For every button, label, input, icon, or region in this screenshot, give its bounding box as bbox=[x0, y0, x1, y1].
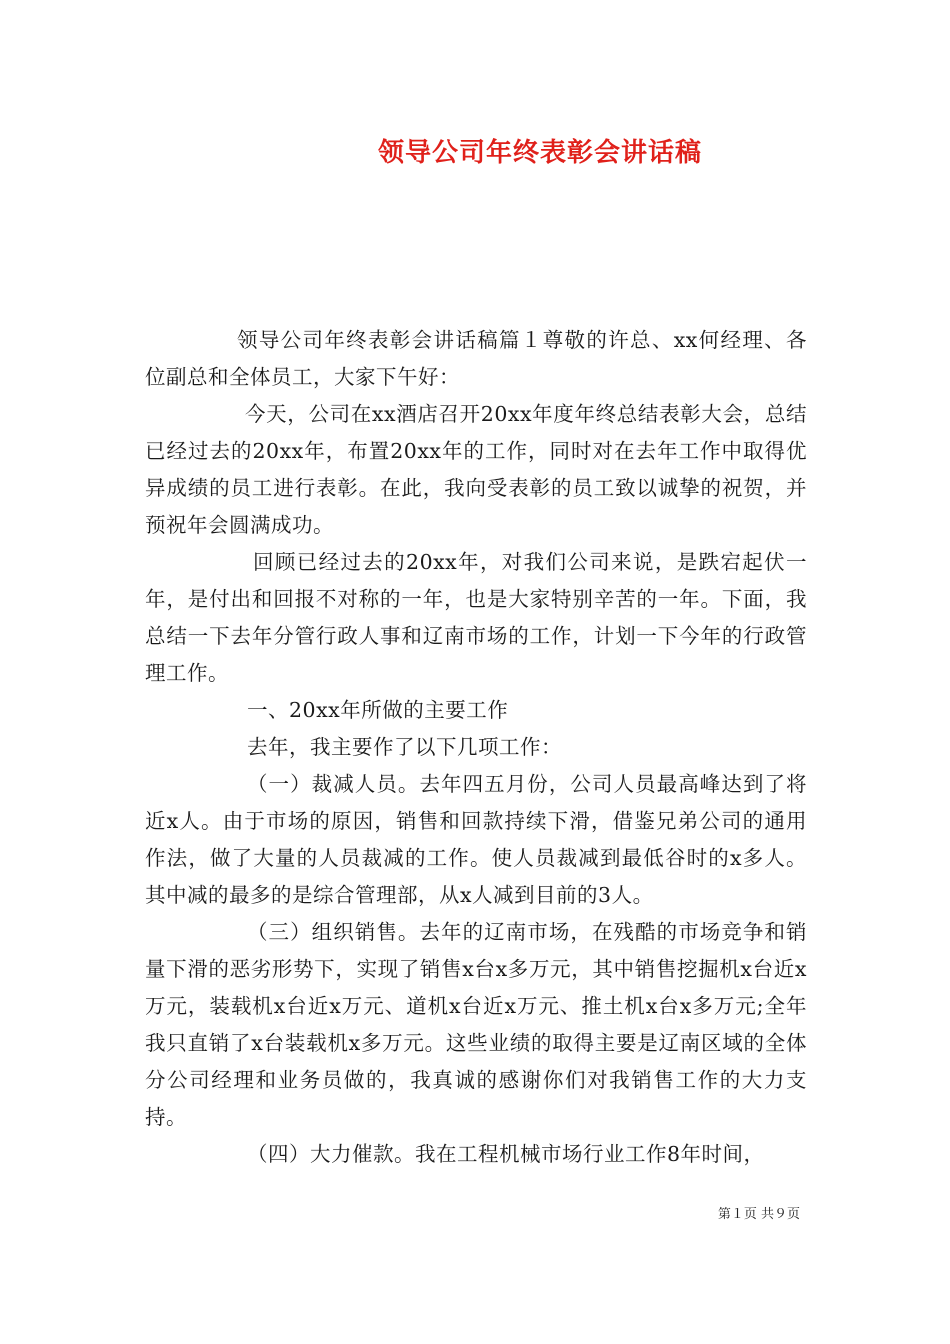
document-body bbox=[145, 322, 807, 1173]
paragraph-intro-list: 去年，我主要作了以下几项工作： bbox=[247, 735, 562, 759]
list-item-sales: （三）组织销售。去年的辽南市场，在残酷的市场竞争和销量下滑的恶劣形势下，实现了销售x台x多万元，其中销售挖掘机x台近x万元，装载机x台近x万元、道机x台近x万元、推土机x台x多万元;全年我只直销了x台装载机x多万元。这些业绩的取得主要是辽南区域的全体分公司经理和业务员做的，我真诚的感谢你们对我销售工作的大力支持。 bbox=[145, 920, 807, 1129]
paragraph-opening: 今天，公司在xx酒店召开20xx年度年终总结表彰大会，总结已经过去的20xx年，布置20xx年的工作，同时对在去年工作中取得优异成绩的员工进行表彰。在此，我向受表彰的员工致以诚挚的祝贺，并预祝年会圆满成功。 bbox=[145, 402, 807, 537]
paragraph-greeting: 领导公司年终表彰会讲话稿篇１尊敬的许总、xx何经理、各位副总和全体员工，大家下午好： bbox=[145, 328, 807, 389]
list-item-collection: （四）大力催款。我在工程机械市场行业工作8年时间， bbox=[247, 1142, 765, 1166]
list-item-staff-reduction: （一）裁减人员。去年四五月份，公司人员最高峰达到了将近x人。由于市场的原因，销售和回款持续下滑，借鉴兄弟公司的通用作法，做了大量的人员裁减的工作。使人员裁减到最低谷时的x多人。其中减的最多的是综合管理部，从x人减到目前的3人。 bbox=[145, 772, 807, 907]
page-number: 第１页 共９页 bbox=[717, 1207, 800, 1222]
section-heading: 一、20xx年所做的主要工作 bbox=[247, 698, 509, 722]
document-title: 领导公司年终表彰会讲话稿 bbox=[377, 138, 702, 168]
paragraph-review: 回顾已经过去的20xx年，对我们公司来说，是跌宕起伏一年，是付出和回报不对称的一年，也是大家特别辛苦的一年。下面，我总结一下去年分管行政人事和辽南市场的工作，计划一下今年的行政管理工作。 bbox=[145, 550, 807, 685]
